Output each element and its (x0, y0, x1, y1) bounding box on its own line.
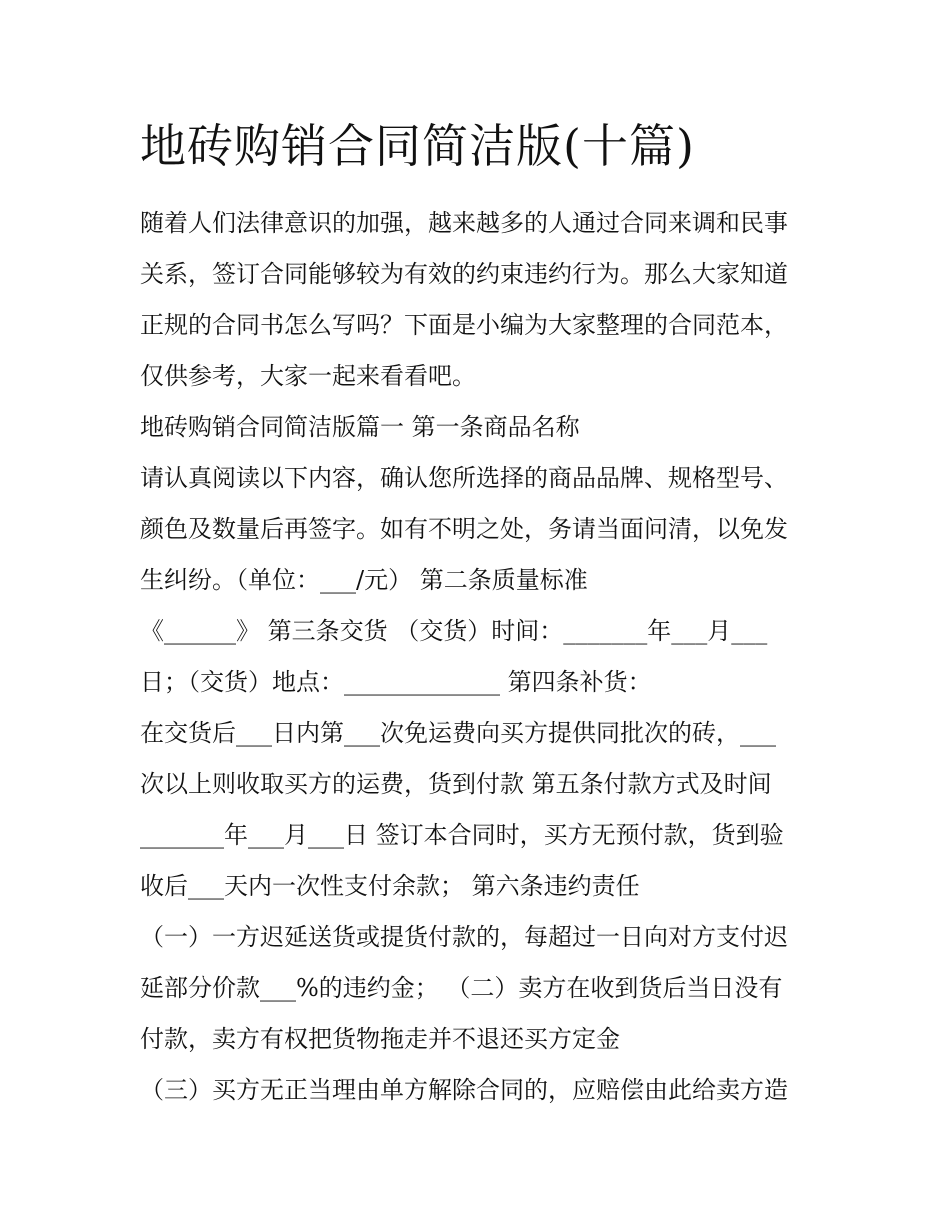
paragraph-line: 请认真阅读以下内容，确认您所选择的商品品牌、规格型号、 (140, 464, 788, 492)
paragraph-line: 颜色及数量后再签字。如有不明之处，务请当面问清，以免发 (140, 515, 788, 543)
paragraph-line: 仅供参考，大家一起来看看吧。 (140, 362, 476, 390)
document-body (140, 198, 815, 1116)
paragraph-line: 次以上则收取买方的运费，货到付款 第五条付款方式及时间 (140, 770, 772, 798)
paragraph-line: 收后___天内一次性支付余款； 第六条违约责任 (140, 872, 640, 900)
document-title: 地砖购销合同简洁版(十篇) (140, 119, 695, 173)
paragraph-line: 在交货后___日内第___次免运费向买方提供同批次的砖，___ (140, 719, 776, 747)
section-heading-line: 地砖购销合同简洁版篇一 第一条商品名称 (140, 413, 580, 441)
paragraph-line: （三）买方无正当理由单方解除合同的，应赔偿由此给卖方造 (140, 1076, 788, 1104)
paragraph-line: 《______》 第三条交货 （交货）时间：_______年___月___ (140, 617, 768, 645)
paragraph-line: 生纠纷。（单位：___/元） 第二条质量标准 (140, 566, 588, 594)
paragraph-line: _______年___月___日 签订本合同时，买方无预付款，货到验 (140, 821, 784, 849)
paragraph-line: （一）一方迟延送货或提货付款的，每超过一日向对方支付迟 (140, 923, 788, 951)
paragraph-line: 关系，签订合同能够较为有效的约束违约行为。那么大家知道 (140, 260, 788, 288)
paragraph-line: 延部分价款___%的违约金； （二）卖方在收到货后当日没有 (140, 974, 783, 1002)
paragraph-line: 随着人们法律意识的加强，越来越多的人通过合同来调和民事 (140, 209, 788, 237)
paragraph-line: 正规的合同书怎么写吗？下面是小编为大家整理的合同范本， (140, 311, 788, 339)
paragraph-line: 日；（交货）地点：_____________ 第四条补货： (140, 668, 652, 696)
paragraph-line: 付款，卖方有权把货物拖走并不退还买方定金 (140, 1025, 620, 1053)
